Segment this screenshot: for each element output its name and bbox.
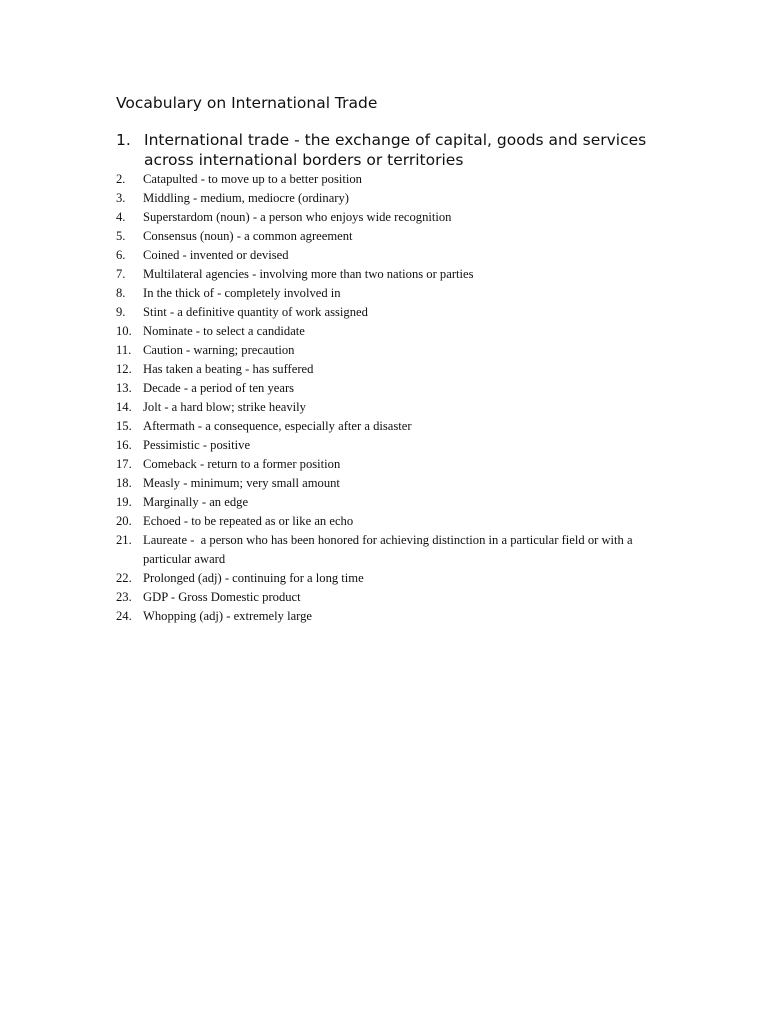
- list-item-text: GDP - Gross Domestic product: [143, 590, 301, 604]
- list-item: [116, 265, 661, 284]
- list-item-number: 11.: [116, 343, 132, 357]
- list-item-number: 12.: [116, 362, 132, 376]
- list-item: [116, 360, 661, 379]
- list-item-text: Has taken a beating - has suffered: [143, 362, 314, 376]
- list-item-number: 24.: [116, 609, 132, 623]
- list-item-text: Coined - invented or devised: [143, 248, 289, 262]
- list-item: [116, 170, 661, 189]
- list-item-text: Nominate - to select a candidate: [143, 324, 305, 338]
- list-item-text: Middling - medium, mediocre (ordinary): [143, 191, 349, 205]
- list-item-text: In the thick of - completely involved in: [143, 286, 341, 300]
- list-item-text: Jolt - a hard blow; strike heavily: [143, 400, 306, 414]
- list-item-number: 14.: [116, 400, 132, 414]
- list-item: [116, 189, 661, 208]
- list-item-number: 18.: [116, 476, 132, 490]
- list-item: [116, 436, 661, 455]
- list-item: [116, 398, 661, 417]
- list-item-number: 1.: [116, 131, 131, 149]
- list-item-text: Consensus (noun) - a common agreement: [143, 229, 353, 243]
- list-item: [116, 569, 661, 588]
- list-item-text: Superstardom (noun) - a person who enjoys wide recognition: [143, 210, 452, 224]
- list-item-text: Multilateral agencies - involving more than two nations or parties: [143, 267, 474, 281]
- list-item-text: Stint - a definitive quantity of work assigned: [143, 305, 368, 319]
- list-item-number: 9.: [116, 305, 126, 319]
- list-item: [116, 474, 661, 493]
- list-item-text: Whopping (adj) - extremely large: [143, 609, 313, 623]
- list-item-number: 13.: [116, 381, 132, 395]
- list-item: [116, 322, 661, 341]
- list-item-text: Caution - warning; precaution: [143, 343, 295, 357]
- list-item-text: Laureate - a person who has been honored for achieving distinction in a particular field or with a particular award: [143, 533, 636, 566]
- list-item-text: Decade - a period of ten years: [143, 381, 295, 395]
- list-item-text: Prolonged (adj) - continuing for a long time: [143, 571, 364, 585]
- list-item-text: Echoed - to be repeated as or like an echo: [143, 514, 354, 528]
- list-item-number: 8.: [116, 286, 126, 300]
- list-item-text: Comeback - return to a former position: [143, 457, 341, 471]
- list-item: [116, 455, 661, 474]
- list-item: [116, 303, 661, 322]
- list-item-text: Catapulted - to move up to a better position: [143, 172, 362, 186]
- list-item-text: Aftermath - a consequence, especially after a disaster: [143, 419, 412, 433]
- list-item-text: International trade - the exchange of capital, goods and services across international borders or territories: [144, 131, 647, 169]
- list-item-number: 17.: [116, 457, 132, 471]
- list-item: [116, 379, 661, 398]
- list-item: [116, 531, 661, 569]
- list-item-number: 4.: [116, 210, 126, 224]
- document-title: Vocabulary on International Trade: [116, 94, 378, 112]
- list-item-number: 7.: [116, 267, 126, 281]
- list-item-number: 22.: [116, 571, 132, 585]
- list-item-number: 5.: [116, 229, 126, 243]
- list-item: [116, 417, 661, 436]
- list-item-text: Pessimistic - positive: [143, 438, 251, 452]
- list-item: [116, 284, 661, 303]
- list-item: [116, 246, 661, 265]
- list-item: [116, 588, 661, 607]
- list-item: [116, 227, 661, 246]
- list-item-number: 19.: [116, 495, 132, 509]
- list-item-number: 6.: [116, 248, 126, 262]
- list-item-number: 2.: [116, 172, 126, 186]
- list-item-text: Marginally - an edge: [143, 495, 249, 509]
- list-item: [116, 130, 656, 170]
- list-item: [116, 607, 661, 626]
- list-item-number: 23.: [116, 590, 132, 604]
- list-item: [116, 493, 661, 512]
- list-item-number: 21.: [116, 533, 132, 547]
- list-item: [116, 208, 661, 227]
- list-item-number: 15.: [116, 419, 132, 433]
- list-item-number: 20.: [116, 514, 132, 528]
- list-item-number: 10.: [116, 324, 132, 338]
- list-item: [116, 341, 661, 360]
- list-item-number: 3.: [116, 191, 126, 205]
- list-item: [116, 512, 661, 531]
- vocabulary-list: [116, 170, 661, 626]
- list-item-number: 16.: [116, 438, 132, 452]
- list-item-text: Measly - minimum; very small amount: [143, 476, 340, 490]
